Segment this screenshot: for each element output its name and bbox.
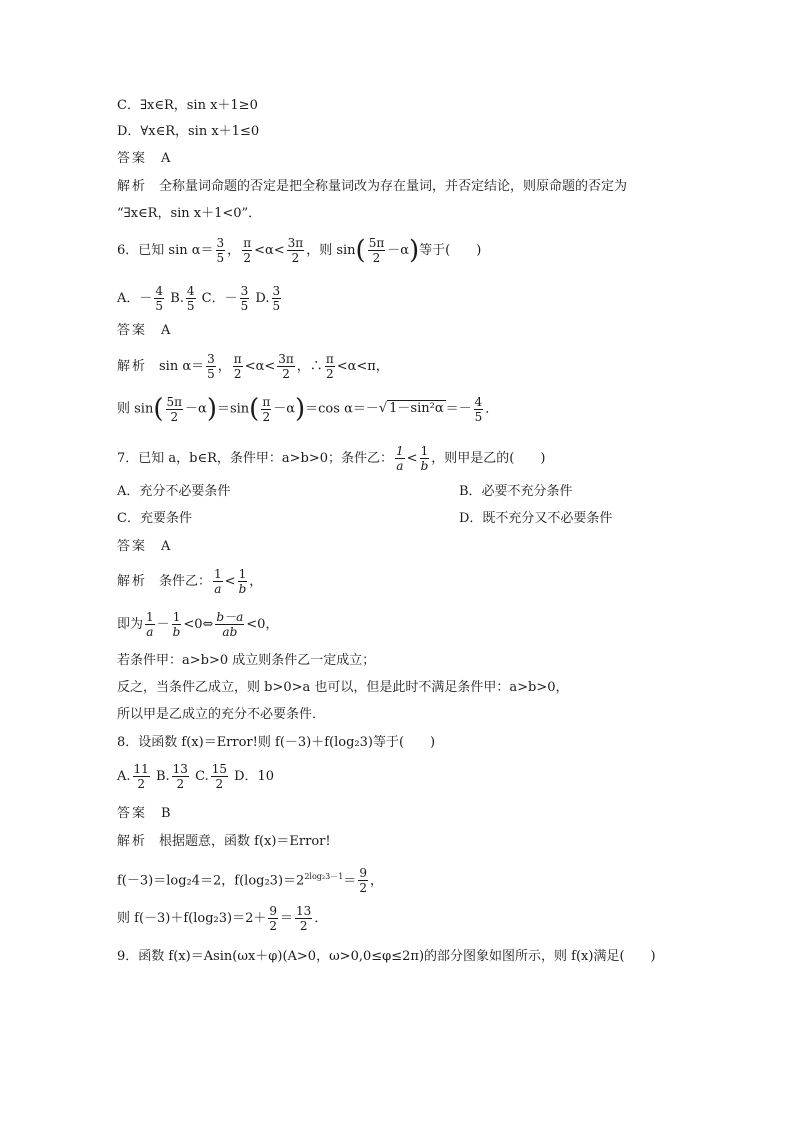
fraction: $\frac{\pi}{2}$ xyxy=(243,236,252,265)
q6-stem-suffix: 等于( ) xyxy=(419,243,482,258)
q5-analysis-2: “∃x∈R，sin x＋1<0”． xyxy=(117,206,262,221)
fraction: $\frac{3\pi}{2}$ xyxy=(287,236,304,265)
q7-option-a: A．充分不必要条件 xyxy=(117,484,231,499)
q8-analysis-3: 则 f(－3)＋f(log₂3)＝2＋ $\frac{9}{2}$ ＝ $\frac{13}{2}$ ． xyxy=(117,904,328,933)
q7-answer: 答案 A xyxy=(117,539,171,554)
answer-value: A xyxy=(161,151,171,166)
analysis-label: 解析 xyxy=(117,179,148,194)
q6-analysis-1: 解析 sin α＝ $\frac{3}{5}$ ， $\frac{\pi}{2}$ <α< $\frac{3\pi}{2}$ ，∴ $\frac{\pi}{2}$ <α<π， xyxy=(117,352,389,381)
q8-analysis-1: 解析 根据题意，函数 f(x)＝Error! xyxy=(117,834,331,849)
q7-option-b: B．必要不充分条件 xyxy=(459,484,573,499)
q6-options: A．－ $\frac{4}{5}$ B. $\frac{4}{5}$ C．－ $\frac{3}{5}$ D. $\frac{3}{5}$ xyxy=(117,284,281,313)
q5-option-d: D．∀x∈R，sin x＋1≤0 xyxy=(117,124,260,139)
q5-answer xyxy=(117,149,170,169)
q8-options: A. $\frac{11}{2}$ B. $\frac{13}{2}$ C. $\frac{15}{2}$ D．10 xyxy=(117,762,275,791)
fraction: $\frac{5\pi}{2}$ xyxy=(368,236,385,265)
q5-option-c: C．∃x∈R，sin x＋1≥0 xyxy=(117,98,258,113)
q7-analysis-2: 即为 $\frac{1}{a}$ － $\frac{1}{b}$ <0⇔ $\frac{b-a}{ab}$ <0， xyxy=(117,610,279,639)
q6-stem: 6．已知 sin α＝ $\frac{3}{5}$ ， $\frac{\pi}{2}$ <α< $\frac{3\pi}{2}$ ，则 sin( $\frac{5\pi}{2}$ －α)等于( ) xyxy=(117,235,482,266)
q6-answer: 答案 A xyxy=(117,323,171,338)
q6-analysis-2: 则 sin( $\frac{5\pi}{2}$ －α)＝sin( $\frac{\pi}{2}$ －α)＝cos α＝－√ 1－sin²α ＝－ $\frac{4}{5}$ ． xyxy=(117,394,499,424)
q5-analysis-1 xyxy=(117,177,627,197)
q6-stem-prefix: 6．已知 sin α＝ xyxy=(117,243,214,258)
q7-analysis-5: 所以甲是乙成立的充分不必要条件． xyxy=(117,707,326,722)
fraction: $\frac{3}{5}$ xyxy=(216,236,225,265)
q7-analysis-4: 反之，当条件乙成立，则 b>0>a 也可以，但是此时不满足条件甲：a>b>0， xyxy=(117,680,569,695)
analysis-text: 全称量词命题的否定是把全称量词改为存在量词，并否定结论，则原命题的否定为 xyxy=(159,179,628,194)
q7-options-row-2 xyxy=(117,509,613,529)
q8-answer: 答案 B xyxy=(117,806,171,821)
q7-option-d: D．既不充分又不必要条件 xyxy=(459,511,613,526)
q7-stem: 7．已知 a，b∈R，条件甲：a>b>0；条件乙： $\frac{1}{a}$ < $\frac{1}{b}$ ，则甲是乙的( ) xyxy=(117,444,546,473)
q7-analysis-1: 解析 条件乙： $\frac{1}{a}$ < $\frac{1}{b}$ ， xyxy=(117,567,263,596)
q8-analysis-2: f(－3)＝log₂4＝2，$f(\log_23)=2^{2log_23-1}=$ $\frac{9}{2}$ ， xyxy=(117,866,383,896)
q8-stem: 8．设函数 f(x)＝Error!则 f(－3)＋f(log₂3)等于( ) xyxy=(117,735,436,750)
q7-analysis-3: 若条件甲：a>b>0 成立则条件乙一定成立； xyxy=(117,653,376,668)
q7-option-c: C．充要条件 xyxy=(117,511,192,526)
q7-options-row-1 xyxy=(117,482,573,502)
q9-stem: 9．函数 f(x)＝Asin(ωx＋φ)(A>0，ω>0,0≤φ≤2π)的部分图象如图所示，则 f(x)满足( ) xyxy=(117,949,656,964)
answer-label: 答案 xyxy=(117,151,148,166)
